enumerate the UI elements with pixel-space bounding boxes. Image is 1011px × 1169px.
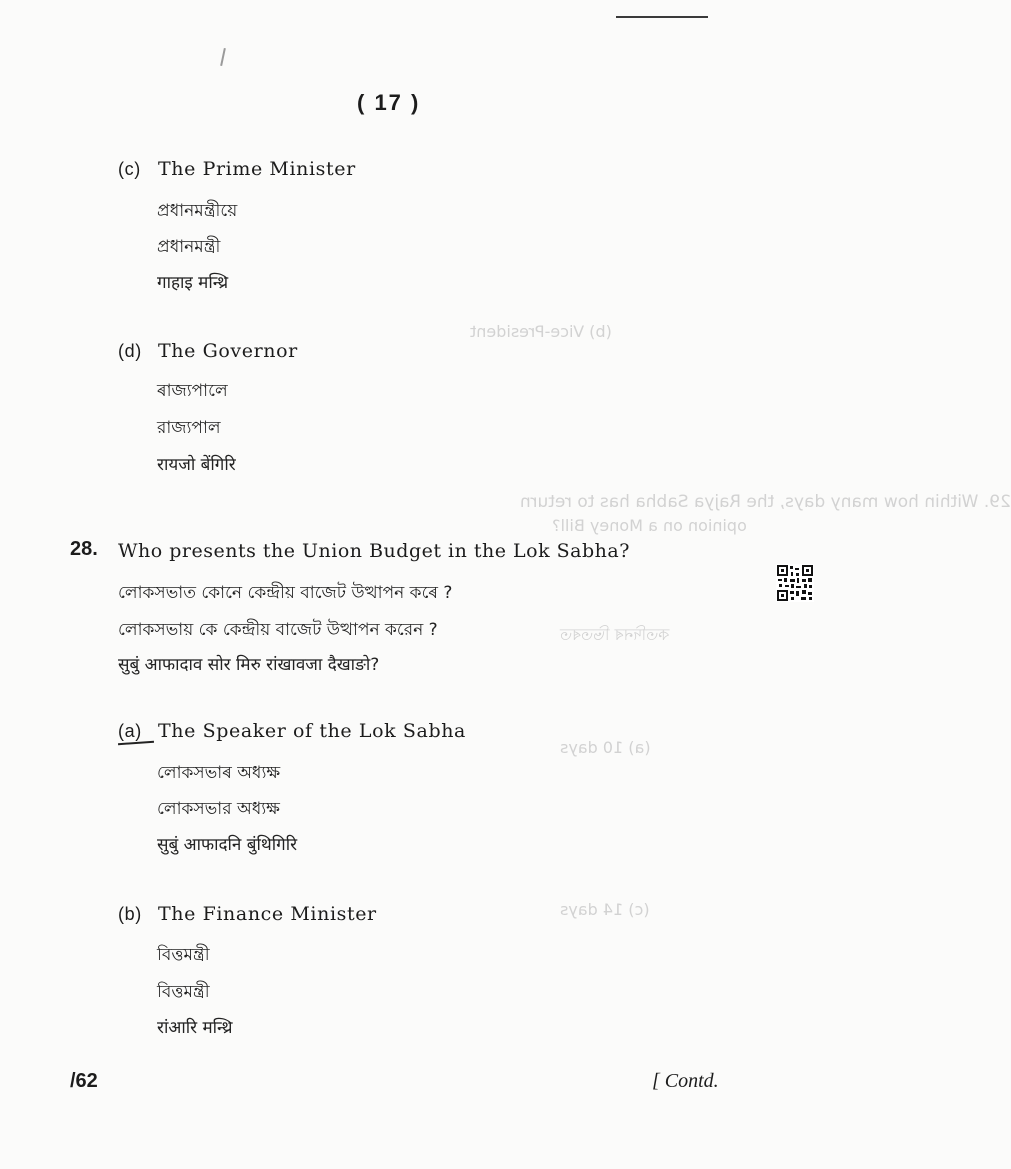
option-c-assamese: প্ৰধানমন্ত্ৰীয়ে <box>157 201 238 221</box>
option-c <box>118 158 356 180</box>
option-c-bengali: প্রধানমন্ত্রী <box>157 237 221 257</box>
option-a-english: The Speaker of the Lok Sabha <box>158 720 466 742</box>
option-c-label: (c) <box>118 159 141 179</box>
continued-label: [ Contd. <box>652 1070 719 1092</box>
option-a-bengali: লোকসভার অধ্যক্ষ <box>157 799 280 819</box>
top-rule <box>616 16 708 18</box>
option-b-bengali: বিত্তমন্ত্রী <box>157 982 210 1002</box>
bleed-through-text: (a) 10 days <box>560 738 651 757</box>
bleed-through-text: opinion on a Money Bill? <box>552 516 747 535</box>
question-bodo: सुबुं आफादाव सोर मिरु रांखावजा दैखाङो? <box>118 655 380 675</box>
option-a-assamese: লোকসভাৰ অধ্যক্ষ <box>157 763 281 783</box>
option-d-bengali: রাজ্যপাল <box>157 418 221 438</box>
option-d-english: The Governor <box>158 340 298 362</box>
question-assamese: লোকসভাত কোনে কেন্দ্ৰীয় বাজেট উত্থাপন কৰে ? <box>118 583 453 603</box>
option-c-english: The Prime Minister <box>158 158 356 180</box>
option-b-assamese: বিত্তমন্ত্ৰী <box>157 945 210 965</box>
question-number: 28. <box>70 538 98 560</box>
question-bengali: লোকসভায় কে কেন্দ্রীয় বাজেট উত্থাপন করেন ? <box>118 620 438 640</box>
option-b-bodo: रांआरि मन्थ्रि <box>157 1018 233 1038</box>
stray-mark <box>220 48 226 66</box>
option-c-bodo: गाहाइ मन्थ्रि <box>157 273 229 293</box>
bleed-through-text: (c) 14 days <box>560 900 650 919</box>
bleed-through-text: 29. Within how many days, the Rajya Sabha has to return <box>520 492 1011 512</box>
paper-code: /62 <box>70 1070 98 1092</box>
bleed-through-text: কতদিনৰ ভিতৰত <box>560 625 670 644</box>
option-b <box>118 903 377 925</box>
qr-code-icon <box>776 564 814 602</box>
page-number: ( 17 ) <box>357 90 421 115</box>
option-d-bodo: रायजो बेंगिरि <box>157 455 236 475</box>
option-b-english: The Finance Minister <box>158 903 377 925</box>
question-english: Who presents the Union Budget in the Lok Sabha? <box>118 540 630 562</box>
option-a-bodo: सुबुं आफादनि बुंथिगिरि <box>157 835 298 855</box>
option-d <box>118 340 298 362</box>
option-a-label: (a) <box>118 721 142 741</box>
option-b-label: (b) <box>118 904 142 924</box>
option-d-assamese: ৰাজ্যপালে <box>157 381 228 401</box>
option-a <box>118 720 466 742</box>
bleed-through-text: (b) Vice-President <box>470 322 612 341</box>
option-d-label: (d) <box>118 341 142 361</box>
